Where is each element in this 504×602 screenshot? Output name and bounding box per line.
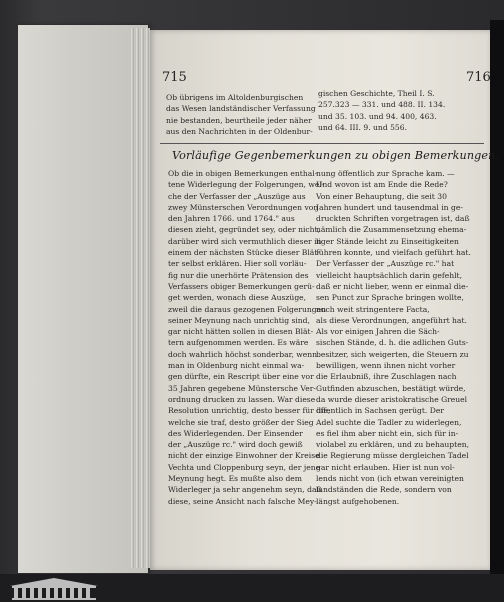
text-line: die Regierung müsse dergleichen Tadel xyxy=(316,451,469,461)
scan-right-edge xyxy=(490,20,504,580)
text-line: Meynung hegt. Es mußte also dem xyxy=(168,474,303,484)
text-line: Als vor einigen Jahren die Säch- xyxy=(316,327,440,337)
text-line: noch weit stringentere Facta, xyxy=(316,304,430,314)
text-line: Widerleger ja sehr angenehm seyn, daß xyxy=(168,485,322,495)
text-line: druckten Schriften vorgetragen ist, daß xyxy=(316,214,470,224)
left-text-column xyxy=(168,168,330,507)
text-line: Ob übrigens im Altoldenburgischen xyxy=(166,93,304,102)
section-divider xyxy=(160,143,484,144)
text-line: bewilligen, wenn ihnen nicht vorher xyxy=(316,361,456,371)
text-line: get werden, wonach diese Auszüge, xyxy=(168,293,307,303)
text-line: diesen zieht, gegründet sey, oder nicht, xyxy=(168,225,321,235)
text-line: und 64. III. 9. und 556. xyxy=(318,122,407,132)
text-line: ter selbst erklären. Hier soll vorläu- xyxy=(168,259,307,269)
text-line: des Widerlegenden. Der Einsender xyxy=(168,428,303,438)
top-left-paragraph xyxy=(166,92,316,137)
text-line: Resolution unrichtig, desto besser für die, xyxy=(168,406,331,416)
text-line: nicht der einzige Einwohner der Kreise xyxy=(168,451,320,461)
text-line: Verfassers obiger Bemerkungen gerü- xyxy=(168,281,315,291)
text-line: zweil die daraus gezogenen Folgerungen xyxy=(168,304,327,314)
text-line: einem der nächsten Stücke dieser Blät- xyxy=(168,248,320,258)
text-line: gen dürfte, ein Rescript über eine vor xyxy=(168,372,314,382)
text-line: Der Verfasser der „Auszüge rc." hat xyxy=(316,259,455,269)
text-line: nämlich die Zusammensetzung ehema- xyxy=(316,225,467,235)
text-line: welche sie traf, desto größer der Sieg xyxy=(168,417,314,427)
text-line: Ob die in obigen Bemerkungen enthal- xyxy=(168,169,318,178)
text-line: und 35. 103. und 94. 400, 463. xyxy=(318,111,437,121)
text-line: öffentlich in Sachsen gerügt. Der xyxy=(316,406,444,416)
text-line: darüber wird sich vermuthlich dieser in xyxy=(168,236,322,246)
text-line: der „Auszüge rc." wird doch gewiß xyxy=(168,440,303,450)
text-line: tern aufgenommen werden. Es wäre xyxy=(168,338,309,348)
text-line: violabel zu erklären, und zu behaupten, xyxy=(316,440,470,450)
page-edges xyxy=(130,28,150,568)
text-line: sischen Stände, d. h. die adlichen Guts- xyxy=(316,338,469,348)
text-line: besitzer, sich weigerten, die Steuern zu xyxy=(316,349,469,359)
text-line: Von einer Behauptung, die seit 30 xyxy=(316,191,447,201)
text-line: liger Stände leicht zu Einseitigkeiten xyxy=(316,236,459,246)
text-line: fig nur die unerhörte Prätension des xyxy=(168,270,309,280)
page-number-right: 716 xyxy=(466,70,491,85)
text-line: das Wesen landständischer Verfassung xyxy=(166,104,316,114)
text-line: nung öffentlich zur Sprache kam. — xyxy=(316,169,455,178)
text-line: diese, seine Ansicht nach falsche Mey- xyxy=(168,496,317,506)
text-line: Und wovon ist am Ende die Rede? xyxy=(316,180,448,190)
text-line: gischen Geschichte, Theil I. S. xyxy=(318,89,435,98)
text-line: da wurde dieser aristokratische Greuel xyxy=(316,394,468,404)
text-line: Adel suchte die Tadler zu widerlegen, xyxy=(316,417,462,427)
text-line: gar nicht hätten sollen in diesen Blät- xyxy=(168,327,314,337)
text-line: es fiel ihm aber nicht ein, sich für in- xyxy=(316,428,459,438)
book-left-cover xyxy=(18,25,148,573)
text-line: lends nicht von (ich etwan vereinigten xyxy=(316,474,464,484)
text-line: seiner Meynung nach unrichtig sind, xyxy=(168,315,310,325)
text-line: sen Punct zur Sprache bringen wollte, xyxy=(316,293,464,303)
text-line: man in Oldenburg nicht einmal wa- xyxy=(168,361,305,371)
text-line: führen konnte, und vielfach geführt hat. xyxy=(316,248,471,258)
text-line: tene Widerlegung der Folgerungen, wel- xyxy=(168,180,325,190)
text-line: aus den Nachrichten in der Oldenbur- xyxy=(166,126,313,136)
text-line: als diese Verordnungen, angeführt hat. xyxy=(316,315,467,325)
text-line: landständen die Rede, sondern von xyxy=(316,485,452,495)
text-line: die Erlaubniß, ihre Zuschlagen nach xyxy=(316,372,457,382)
text-line: Vechta und Cloppenburg seyn, der jene xyxy=(168,462,321,472)
section-heading: Vorläufige Gegenbemerkungen zu obigen Bemerkungen. xyxy=(172,149,500,162)
text-line: gar nicht erlauben. Hier ist nun vol- xyxy=(316,462,455,472)
text-line: nie bestanden, beurtheile jeder näher xyxy=(166,115,312,125)
text-line: che der Verfasser der „Auszüge aus xyxy=(168,191,306,201)
text-line: zwey Münsterschen Verordnungen von xyxy=(168,202,319,212)
text-line: 35 Jahren gegebene Münstersche Ver- xyxy=(168,383,316,393)
library-building-icon xyxy=(6,576,102,600)
text-line: längst aufgehobenen. xyxy=(316,496,400,506)
right-text-column xyxy=(316,168,471,507)
text-line: vielleicht hauptsächlich darin gefehlt, xyxy=(316,270,463,280)
top-right-paragraph xyxy=(318,88,445,133)
text-line: den Jahren 1766. und 1764." aus xyxy=(168,214,295,224)
page-number-left: 715 xyxy=(162,70,187,85)
text-line: ordnung drucken zu lassen. War diese xyxy=(168,394,316,404)
text-line: daß er nicht lieber, wenn er einmal die- xyxy=(316,281,469,291)
text-line: Jahren hundert und tausendmal in ge- xyxy=(316,202,463,212)
text-line: Gutfinden abzuschen, bestätigt würde, xyxy=(316,383,466,393)
text-line: doch wahrlich höchst sonderbar, wenn xyxy=(168,349,318,359)
text-line: 257.323 — 331. und 488. II. 134. xyxy=(318,100,446,110)
